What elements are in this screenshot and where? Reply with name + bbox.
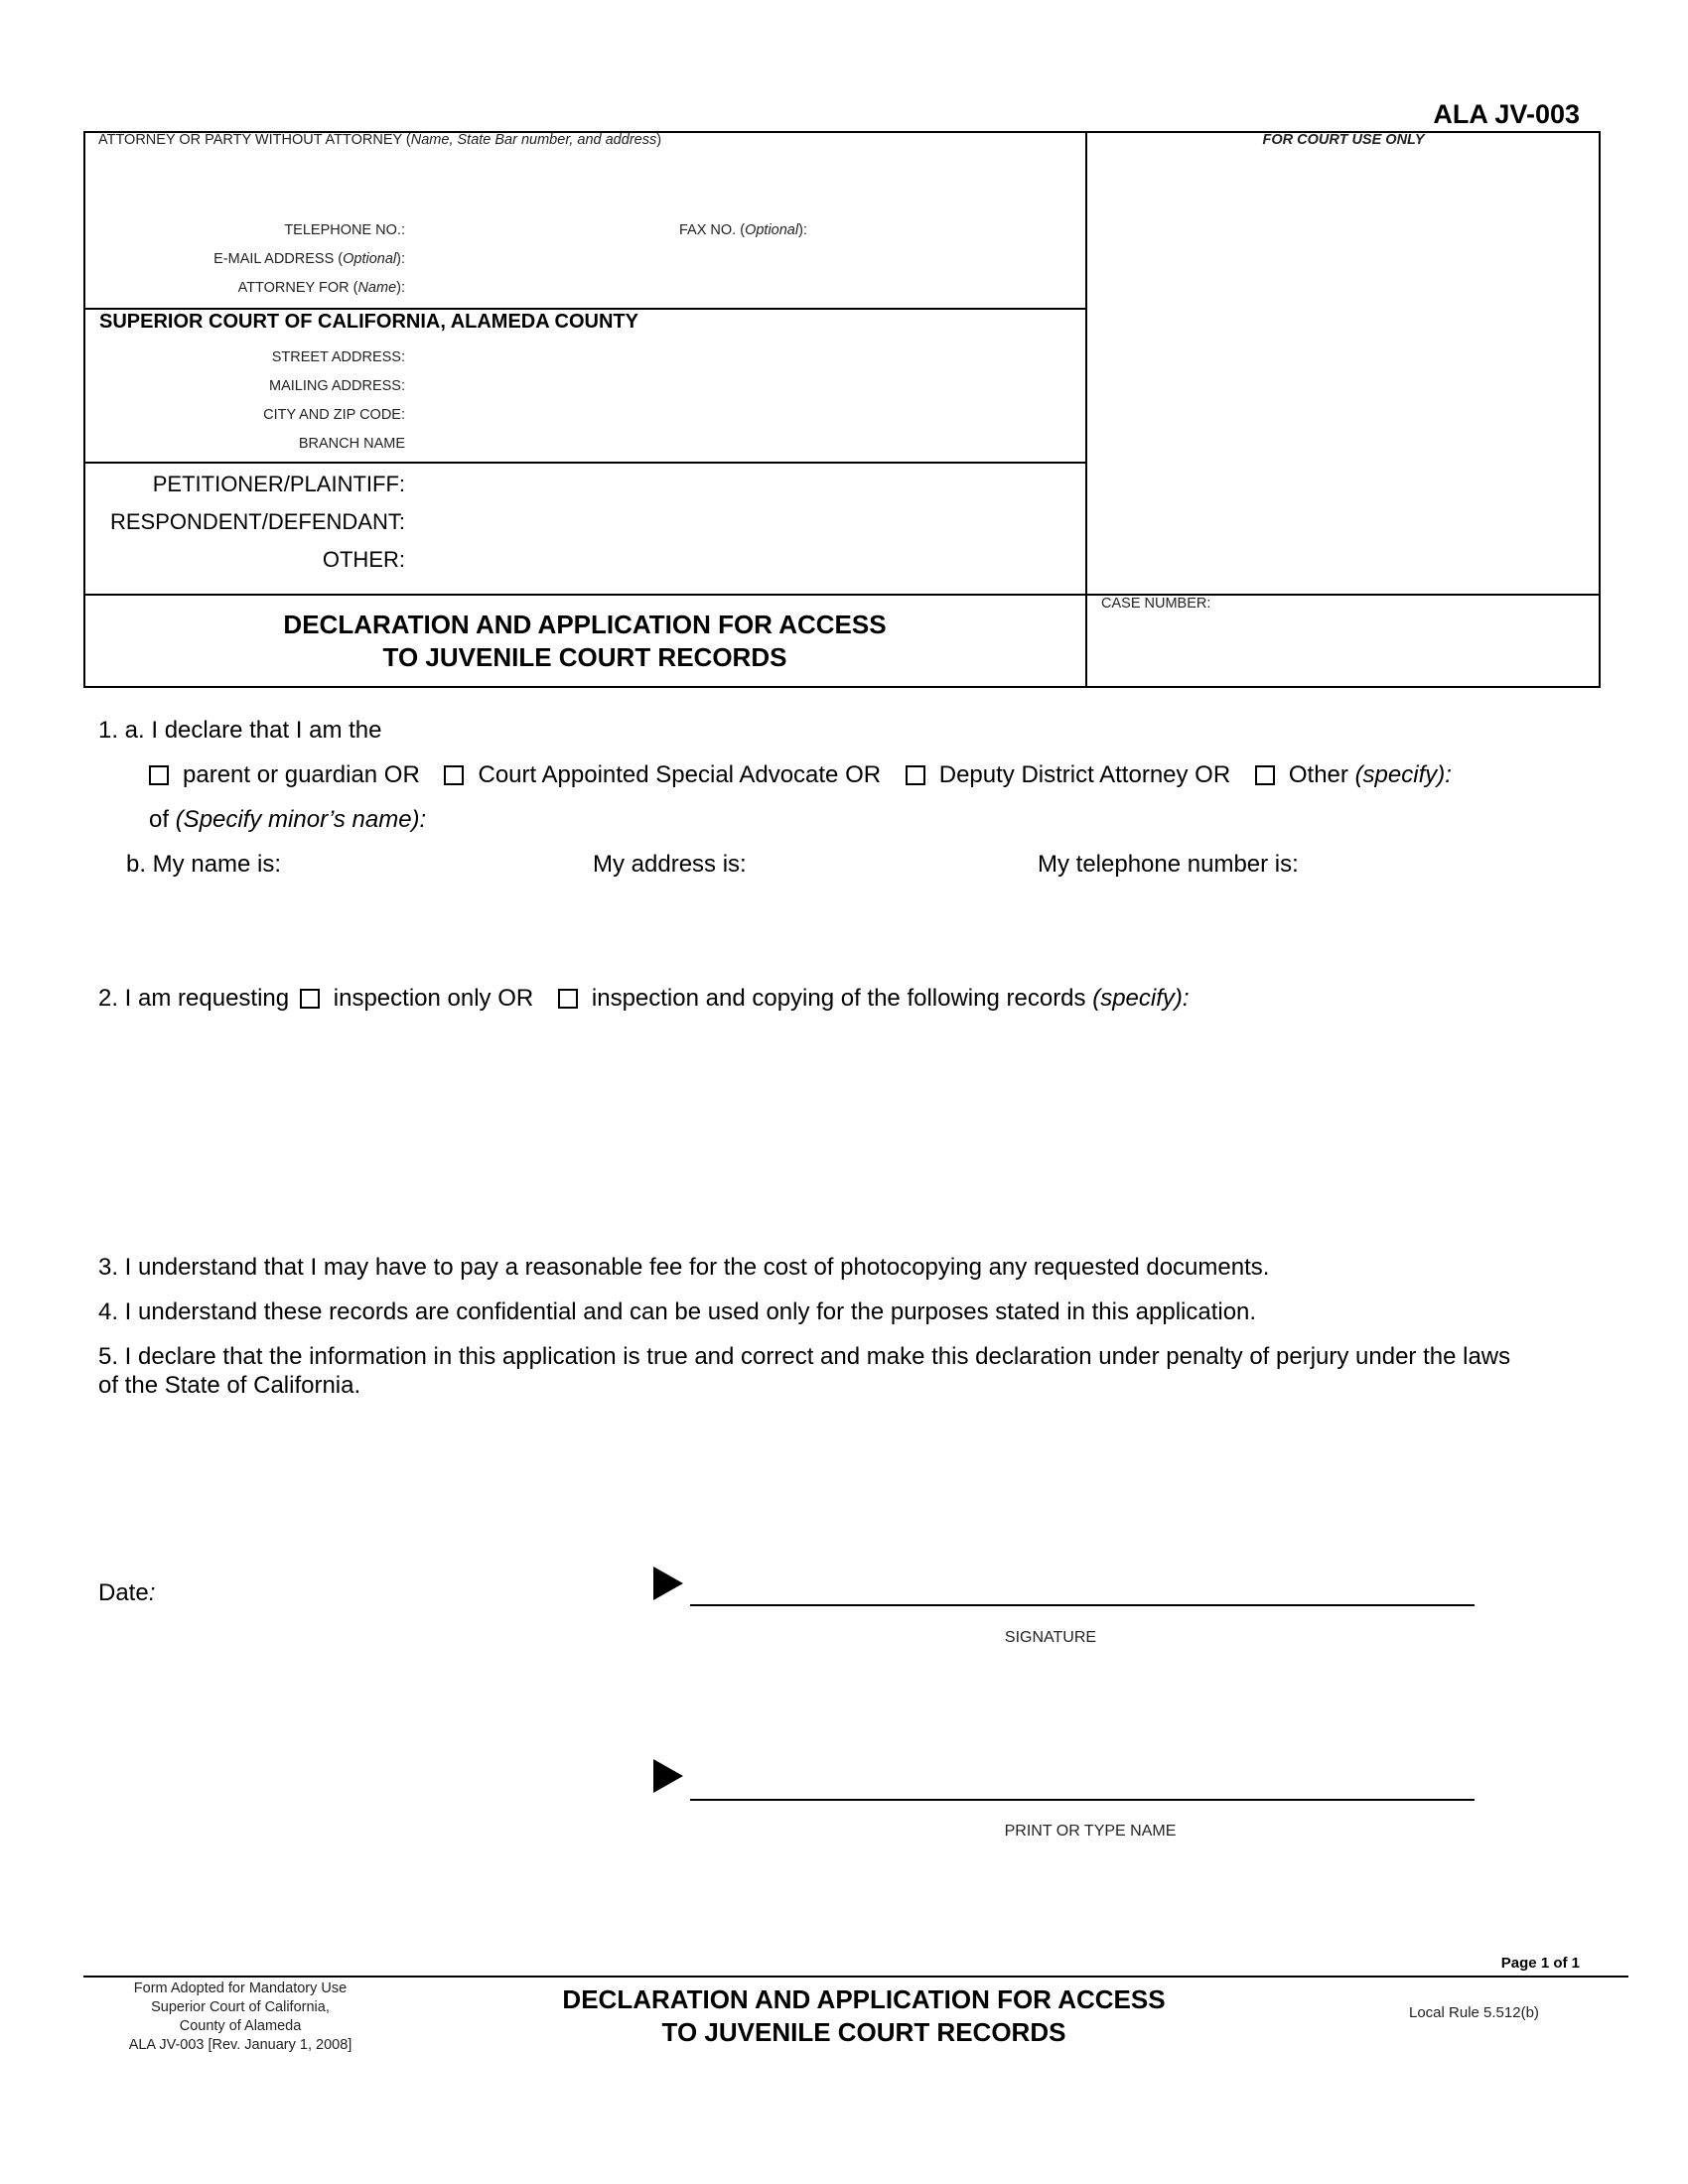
attorney-for-label: ATTORNEY FOR (Name): xyxy=(237,280,405,296)
fax-label: FAX NO. (Optional): xyxy=(679,222,807,238)
item5-text-line2: of the State of California. xyxy=(98,1372,361,1399)
document-title-line1: DECLARATION AND APPLICATION FOR ACCESS xyxy=(283,610,887,639)
court-name: SUPERIOR COURT OF CALIFORNIA, ALAMEDA COUNTY xyxy=(99,311,638,333)
document-title xyxy=(83,609,1086,674)
other-checkbox[interactable] xyxy=(1255,765,1275,785)
item1b-address-label: My address is: xyxy=(593,851,747,878)
option-casa[interactable]: Court Appointed Special Advocate OR xyxy=(444,761,881,788)
inspection-only-checkbox[interactable] xyxy=(300,989,320,1009)
court-use-only-label: FOR COURT USE ONLY xyxy=(1262,132,1425,148)
other-party-label: OTHER: xyxy=(322,547,405,572)
attorney-section-bottom xyxy=(83,308,1086,310)
petitioner-label: PETITIONER/PLAINTIFF: xyxy=(152,472,405,496)
email-label: E-MAIL ADDRESS (Optional): xyxy=(213,251,405,267)
parties-section-bottom xyxy=(83,594,1601,596)
signature-caption: SIGNATURE xyxy=(1004,1629,1097,1646)
footer-local-rule: Local Rule 5.512(b) xyxy=(1409,2004,1539,2021)
mailing-address-label: MAILING ADDRESS: xyxy=(269,378,405,394)
minor-name-label: of (Specify minor’s name): xyxy=(149,806,427,833)
item1a-options xyxy=(149,760,1452,790)
form-id: ALA JV-003 xyxy=(1433,99,1580,129)
print-name-arrow-icon xyxy=(653,1759,683,1793)
caption-divider xyxy=(1085,131,1087,688)
item3-text: 3. I understand that I may have to pay a reasonable fee for the cost of photocopying any requested documents. xyxy=(98,1254,1270,1281)
print-name-line[interactable] xyxy=(690,1799,1475,1801)
item1b-name-label: b. My name is: xyxy=(126,851,282,878)
inspection-copying-checkbox[interactable] xyxy=(558,989,578,1009)
branch-name-label: BRANCH NAME xyxy=(298,436,405,452)
item1a-text: 1. a. I declare that I am the xyxy=(98,717,382,744)
item5-text-line1: 5. I declare that the information in this application is true and correct and make this declaration under penalty of perjury under the laws xyxy=(98,1343,1511,1370)
signature-line[interactable] xyxy=(690,1604,1475,1606)
case-number-label: CASE NUMBER: xyxy=(1101,596,1211,612)
footer-adopted: Form Adopted for Mandatory Use Superior Court of California, County of Alameda ALA JV-003 [Rev. January 1, 2008] xyxy=(128,1980,352,2053)
print-name-caption: PRINT OR TYPE NAME xyxy=(1004,1823,1177,1840)
signature-arrow-icon xyxy=(653,1567,683,1600)
parent-checkbox[interactable] xyxy=(149,765,169,785)
option-inspection-only[interactable]: inspection only OR xyxy=(300,985,533,1012)
casa-checkbox[interactable] xyxy=(444,765,464,785)
option-dda[interactable]: Deputy District Attorney OR xyxy=(906,761,1230,788)
footer-rule xyxy=(83,1976,1628,1978)
footer-title: DECLARATION AND APPLICATION FOR ACCESS TO JUVENILE COURT RECORDS xyxy=(562,1984,1166,2047)
attorney-label: ATTORNEY OR PARTY WITHOUT ATTORNEY (Name, State Bar number, and address) xyxy=(98,132,662,148)
option-other[interactable]: Other (specify): xyxy=(1255,761,1452,788)
date-label: Date: xyxy=(98,1579,156,1606)
city-zip-label: CITY AND ZIP CODE: xyxy=(263,407,405,423)
document-title-line2: TO JUVENILE COURT RECORDS xyxy=(382,642,787,672)
street-address-label: STREET ADDRESS: xyxy=(271,349,405,365)
dda-checkbox[interactable] xyxy=(906,765,925,785)
item1b-telephone-label: My telephone number is: xyxy=(1038,851,1299,878)
telephone-label: TELEPHONE NO.: xyxy=(284,222,405,238)
court-section-bottom xyxy=(83,462,1086,464)
respondent-label: RESPONDENT/DEFENDANT: xyxy=(109,509,405,534)
item4-text: 4. I understand these records are confidential and can be used only for the purposes stated in this application. xyxy=(98,1298,1257,1325)
page-number: Page 1 of 1 xyxy=(1500,1955,1580,1972)
option-inspection-copying[interactable]: inspection and copying of the following records (specify): xyxy=(558,985,1190,1012)
item2-line: 2. I am requesting inspection only OR inspection and copying of the following records (specify): xyxy=(98,985,1190,1012)
option-parent[interactable]: parent or guardian OR xyxy=(149,761,420,788)
